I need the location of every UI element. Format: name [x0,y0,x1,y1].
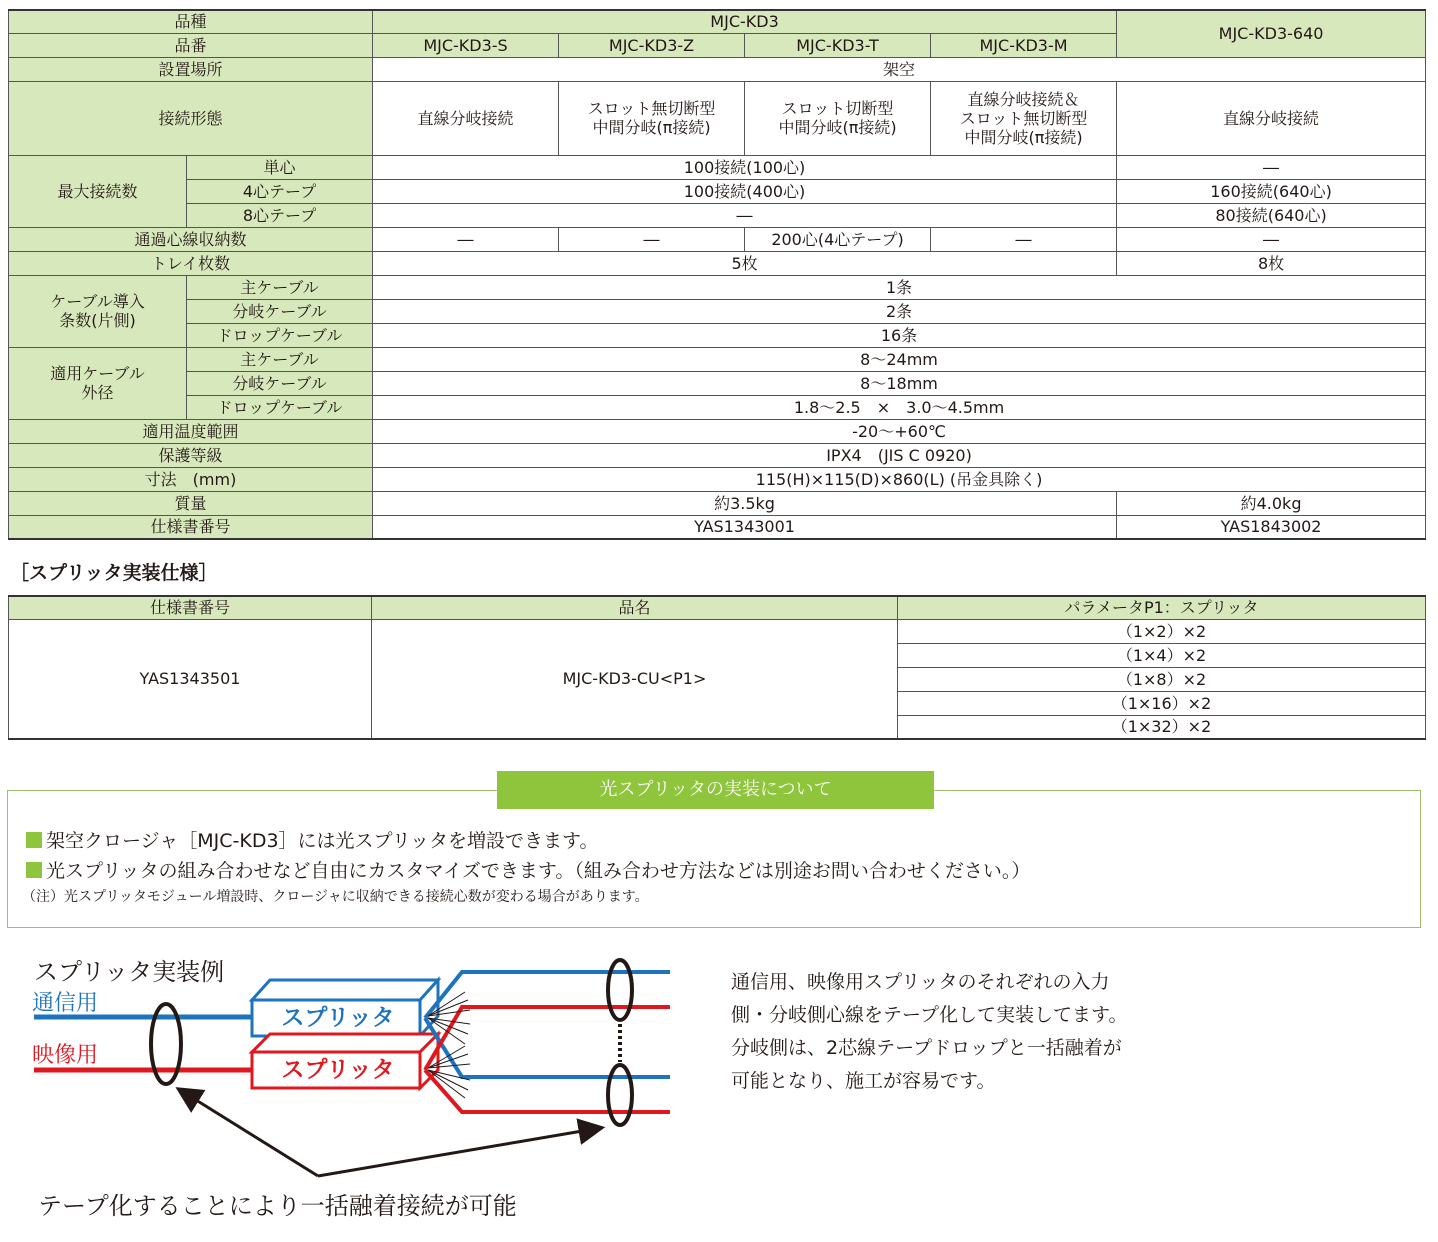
part-z: MJC-KD3-Z [559,33,745,57]
comm-label: 通信用 [32,991,99,1016]
dimension-value: 115(H)×115(D)×860(L) (吊金具除く) [373,467,1426,491]
row-max-label: 最大接続数 [9,155,187,227]
cin-main-label: 主ケーブル [187,275,373,299]
conn-m-line1: 直線分岐接続＆ [967,89,1080,109]
max-tape4-value: 100接続(400心) [373,179,1117,203]
row-conn-label: 接続形態 [9,81,373,155]
max-single-value: 100接続(100心) [373,155,1117,179]
splitter-param: （1×32）×2 [898,715,1426,739]
diameter-label-line2: 外径 [81,383,114,402]
note-tab: 光スプリッタの実装について [497,771,934,809]
cin-branch-value: 2条 [373,299,1426,323]
conn-z-line1: スロット無切断型 [587,99,716,118]
tray-value: 5枚 [373,251,1117,275]
specno-value: YAS1343001 [373,515,1117,539]
place-value: 架空 [373,57,1426,81]
note-line-2-text: 光スプリッタの組み合わせなど自由にカスタマイズできます。（組み合わせ方法などは別途お問い合わせください。） [46,860,1031,882]
cable-in-label-line2: 条数(片側) [59,311,136,330]
row-place-label: 設置場所 [9,57,373,81]
note-line-1-text: 架空クロージャ［MJC-KD3］には光スプリッタを増設できます。 [46,830,599,852]
part-s: MJC-KD3-S [373,33,559,57]
max-single-label: 単心 [187,155,373,179]
red-splitter-label: スプリッタ [281,1057,395,1083]
splitter-param: （1×8）×2 [898,667,1426,691]
part-m: MJC-KD3-M [931,33,1117,57]
dia-branch-label: 分岐ケーブル [187,371,373,395]
splitter-section-title: ［スプリッタ実装仕様］ [10,562,218,584]
blue-splitter-label: スプリッタ [281,1005,395,1031]
kind-mjc-kd3-640: MJC-KD3-640 [1117,10,1426,57]
dia-main-label: 主ケーブル [187,347,373,371]
diagram-description: 通信用、映像用スプリッタのそれぞれの入力側・分岐側心線をテープ化して実装してます。分岐側は、2芯線テープドロップと一括融着が可能となり、施工が容易です。 [731,971,1128,1092]
row-kind-label: 品種 [9,10,373,33]
cin-main-value: 1条 [373,275,1426,299]
max-tape8-640: 80接続(640心) [1117,203,1426,227]
splitter-name: MJC-KD3-CU<P1> [372,619,898,739]
protection-value: IPX4 (JIS C 0920) [373,443,1426,467]
pass-640: ― [1117,227,1426,251]
conn-640: 直線分岐接続 [1117,81,1426,155]
diagram-title: スプリッタ実装例 [34,958,225,986]
splitter-table [8,595,1426,740]
cin-drop-label: ドロップケーブル [187,323,373,347]
mass-640: 約4.0kg [1117,491,1426,515]
row-protection-label: 保護等級 [9,443,373,467]
conn-t-line1: スロット切断型 [781,99,894,118]
pass-s: ― [373,227,559,251]
conn-m-line3: 中間分岐(π接続) [964,127,1083,147]
row-mass-label: 質量 [9,491,373,515]
tray-640: 8枚 [1117,251,1426,275]
mass-value: 約3.5kg [373,491,1117,515]
row-pass-label: 通過心線収納数 [9,227,373,251]
video-label: 映像用 [32,1043,99,1068]
green-square-icon [26,832,42,848]
kind-mjc-kd3: MJC-KD3 [373,10,1117,33]
row-diameter-label [9,347,187,419]
temp-value: -20～+60℃ [373,419,1426,443]
conn-z [559,81,745,155]
conn-t-line2: 中間分岐(π接続) [778,118,897,137]
conn-s: 直線分岐接続 [373,81,559,155]
conn-z-line2: 中間分岐(π接続) [592,118,711,137]
pass-m: ― [931,227,1117,251]
dia-main-value: 8～24mm [373,347,1426,371]
cin-branch-label: 分岐ケーブル [187,299,373,323]
max-tape8-label: 8心テープ [187,203,373,227]
splitter-param: （1×2）×2 [898,619,1426,643]
splitter-param: （1×4）×2 [898,643,1426,667]
dia-drop-label: ドロップケーブル [187,395,373,419]
splitter-header-param: パラメータP1：スプリッタ [898,596,1426,619]
dia-branch-value: 8～18mm [373,371,1426,395]
right-fusion-ring-bottom-icon [608,1065,632,1125]
cin-drop-value: 16条 [373,323,1426,347]
row-part-label: 品番 [9,33,373,57]
splitter-header-specno: 仕様書番号 [9,596,372,619]
part-t: MJC-KD3-T [745,33,931,57]
row-specno-label: 仕様書番号 [9,515,373,539]
splitter-param: （1×16）×2 [898,691,1426,715]
specno-640: YAS1843002 [1117,515,1426,539]
max-tape4-640: 160接続(640心) [1117,179,1426,203]
pass-t: 200心(4心テープ) [745,227,931,251]
note-line-1 [26,826,599,853]
note-line-2 [26,856,1030,883]
row-tray-label: トレイ枚数 [9,251,373,275]
note-line-3: （注）光スプリッタモジュール増設時、クロージャに収納できる接続心数が変わる場合があります。 [22,889,649,905]
spec-table [8,9,1426,540]
row-temp-label: 適用温度範囲 [9,419,373,443]
row-dimension-label: 寸法 (mm) [9,467,373,491]
splitter-specno: YAS1343501 [9,619,372,739]
caption-arrows [180,1090,600,1176]
dia-drop-value: 1.8～2.5 × 3.0～4.5mm [373,395,1426,419]
conn-m [931,81,1117,155]
cable-in-label-line1: ケーブル導入 [50,292,145,311]
pass-z: ― [559,227,745,251]
diameter-label-line1: 適用ケーブル [50,364,145,383]
max-tape8-value: ― [373,203,1117,227]
green-square-icon [26,862,42,878]
right-fusion-ring-top-icon [608,960,632,1020]
conn-t [745,81,931,155]
max-single-640: ― [1117,155,1426,179]
diagram-caption: テープ化することにより一括融着接続が可能 [38,1192,517,1220]
conn-m-line2: スロット無切断型 [959,108,1088,128]
max-tape4-label: 4心テープ [187,179,373,203]
row-cable-in-label [9,275,187,347]
splitter-header-name: 品名 [372,596,898,619]
